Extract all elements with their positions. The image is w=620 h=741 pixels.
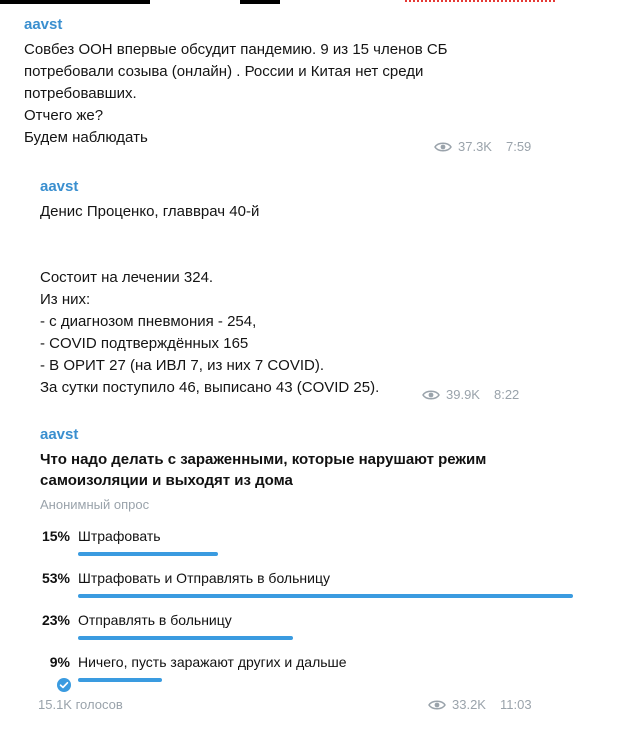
poll-option-bar [78, 678, 162, 682]
top-edge-red-underline [405, 0, 555, 5]
eye-icon [428, 699, 446, 711]
view-count: 37.3K [458, 139, 492, 154]
message-text: Денис Проценко, главврач 40-й Состоит на лечении 324. Из них: - с диагнозом пневмония - 254, - COVID подтверждённых 165 - В ОРИТ 27 (на ИВЛ 7, из них 7 COVID). За сутки поступило 46, выписано 43 (COVID 25). [40, 203, 380, 396]
check-circle-icon [57, 678, 71, 692]
poll-meta [428, 697, 532, 712]
view-count: 39.9K [446, 387, 480, 402]
message-2-meta [422, 387, 519, 402]
poll-type: Анонимный опрос [40, 497, 150, 512]
poll-option-percent: 9% [49, 654, 70, 670]
poll-option-percent: 23% [41, 612, 70, 628]
message-author[interactable]: aavst [24, 16, 63, 33]
eye-icon [434, 141, 452, 153]
poll-option-label: Отправлять в больницу [78, 612, 232, 628]
top-edge-dark-bar-left [0, 0, 150, 4]
top-edge-fragment [0, 0, 620, 6]
message-1 [24, 16, 564, 149]
message-2 [40, 178, 580, 399]
poll-votes-count: 15.1K голосов [38, 697, 123, 712]
message-time: 7:59 [505, 139, 532, 154]
poll-question: Что надо делать с зараженными, которые нарушают режим самоизоляции и выходят из дома [40, 451, 487, 489]
message-author[interactable]: aavst [40, 426, 79, 443]
poll-option-bar [78, 636, 293, 640]
poll-options [34, 528, 574, 688]
message-time: 8:22 [493, 387, 520, 402]
message-time: 11:03 [499, 697, 532, 712]
top-edge-dark-bar-mid [240, 0, 280, 4]
poll-option-percent: 15% [41, 528, 70, 544]
eye-icon [422, 389, 440, 401]
poll-option-bar [78, 552, 218, 556]
message-1-meta [434, 139, 531, 154]
poll-option-bar [78, 594, 573, 598]
poll-option-label: Штрафовать и Отправлять в больницу [78, 570, 330, 586]
message-author[interactable]: aavst [40, 178, 79, 195]
poll-option-percent: 53% [41, 570, 70, 586]
message-text: Совбез ООН впервые обсудит пандемию. 9 из 15 членов СБ потребовали созыва (онлайн) . России и Китая нет среди потребовавших. Отчего же? Будем наблюдать [24, 41, 448, 146]
poll-message [40, 426, 560, 512]
view-count: 33.2K [452, 697, 486, 712]
poll-option-label: Штрафовать [78, 528, 161, 544]
poll-option-label: Ничего, пусть заражают других и дальше [78, 654, 347, 670]
